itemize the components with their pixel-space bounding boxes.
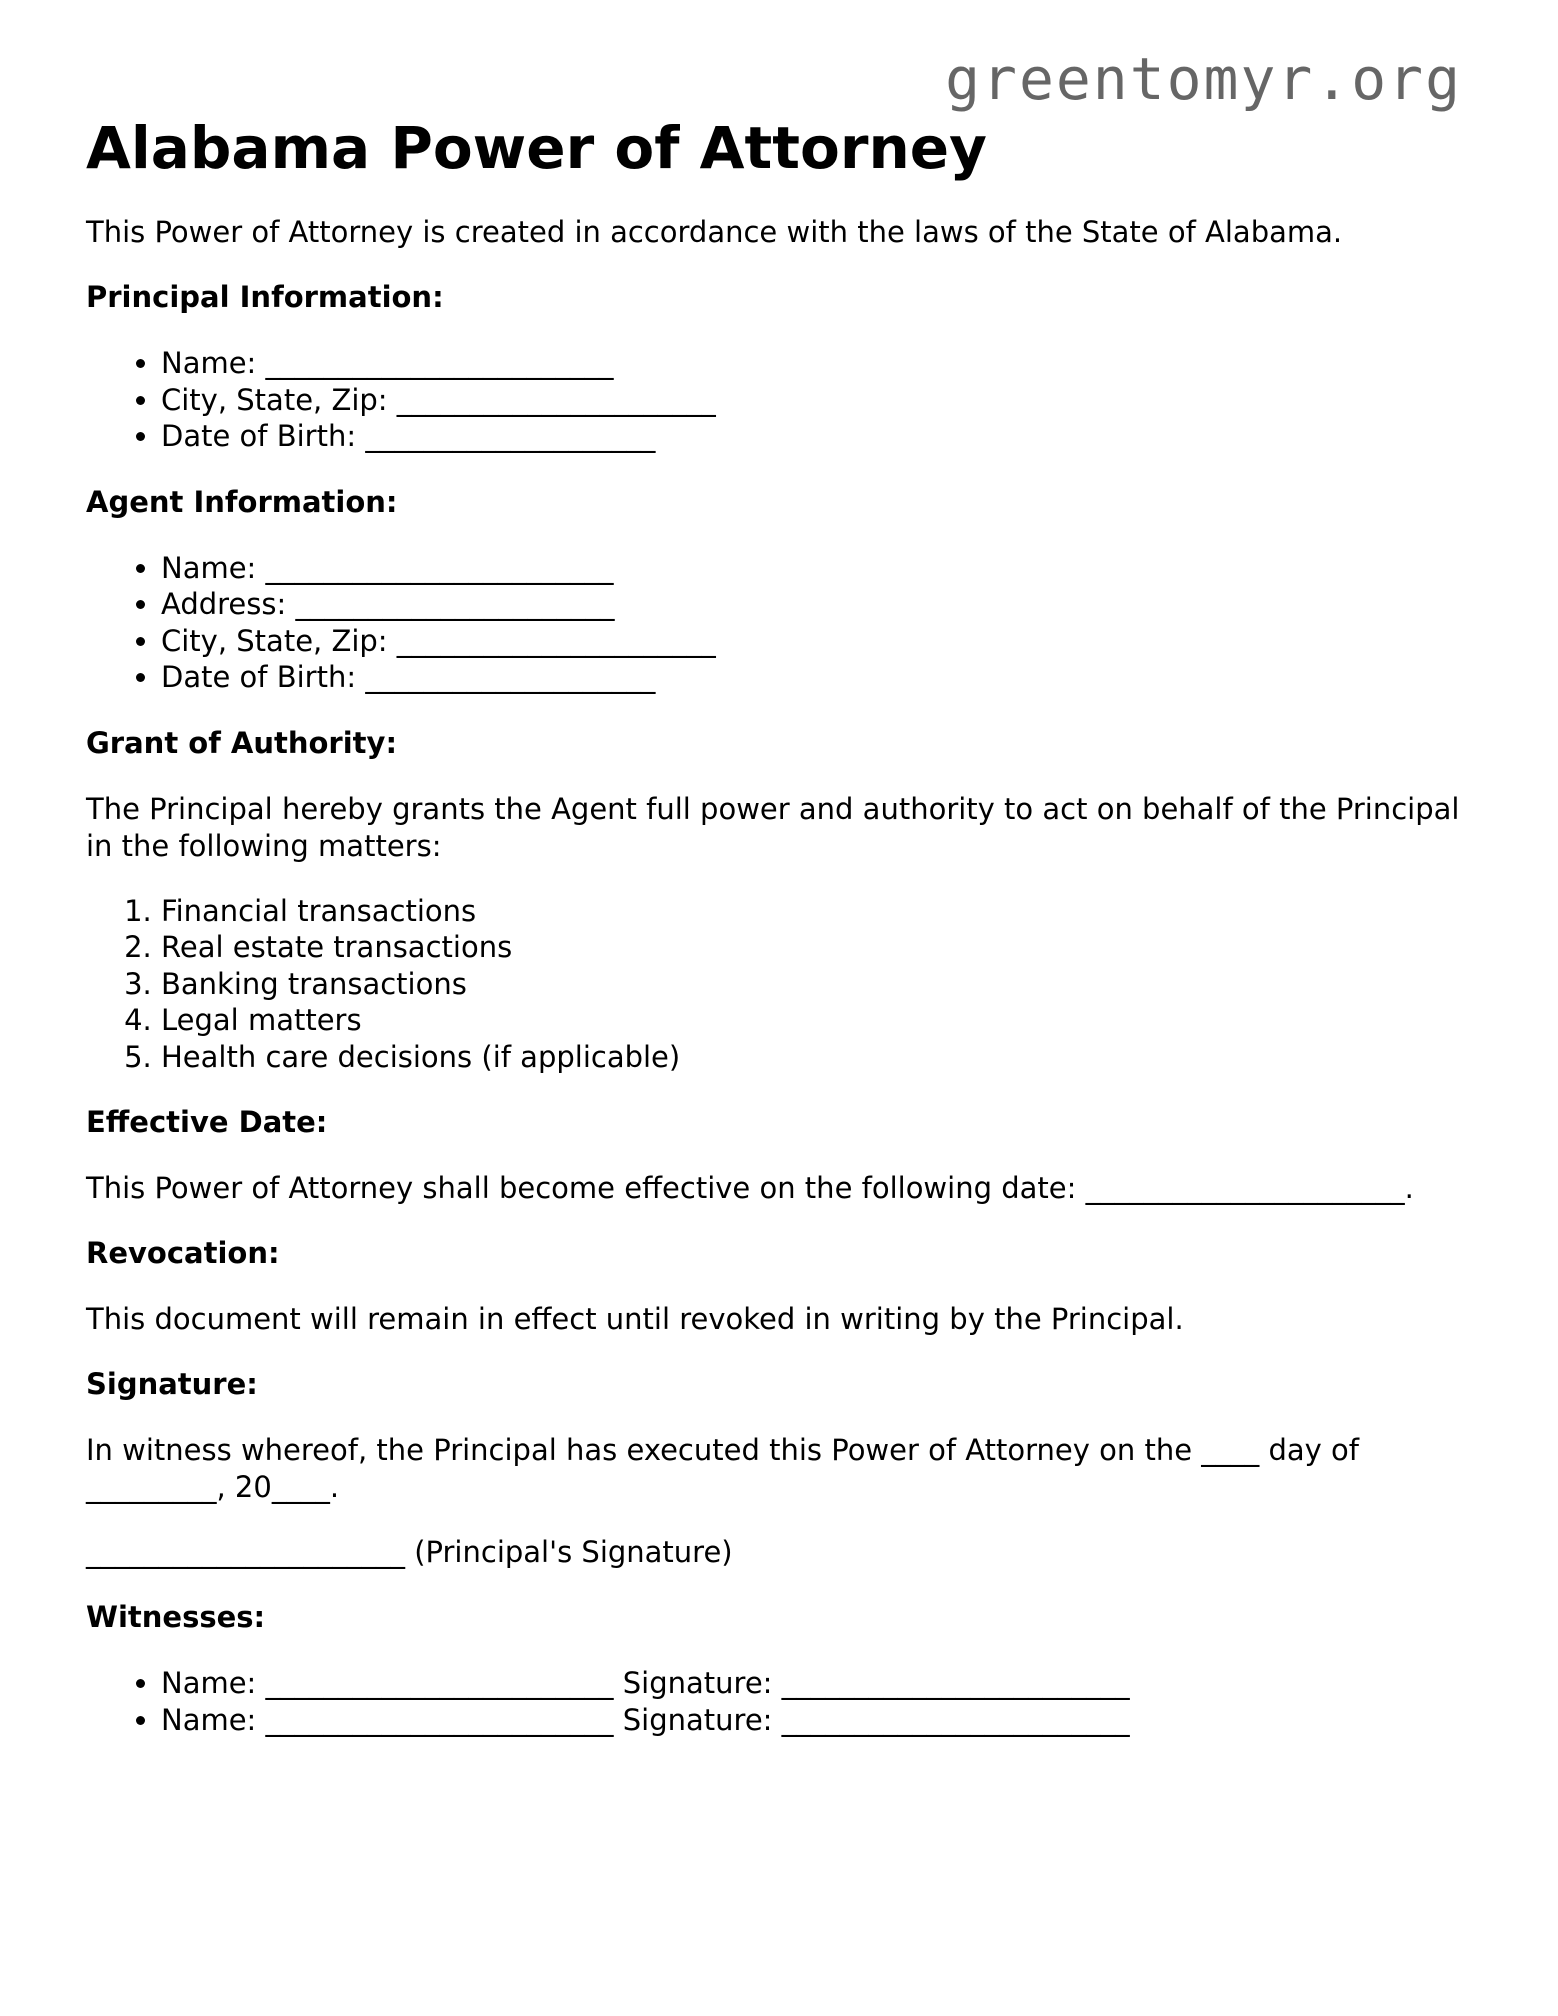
witness-line: • Name: ________________________ Signature: ________________________ <box>161 1665 1476 1702</box>
grant-item-legal: 4. Legal matters <box>161 1002 1476 1039</box>
grant-matters-list <box>86 893 1476 1076</box>
agent-city-field: • City, State, Zip: ______________________ <box>161 623 1476 660</box>
principal-city-field: • City, State, Zip: ______________________ <box>161 382 1476 419</box>
effective-date-heading: Effective Date: <box>86 1105 328 1139</box>
witness-line: • Name: ________________________ Signature: ________________________ <box>161 1702 1476 1739</box>
grant-item-real-estate: 2. Real estate transactions <box>161 929 1476 966</box>
signature-paragraph: In witness whereof, the Principal has executed this Power of Attorney on the ____ day of _________, 20____. <box>86 1433 1360 1504</box>
grant-heading: Grant of Authority: <box>86 725 398 760</box>
document-title: Alabama Power of Attorney <box>86 114 987 182</box>
principal-fields-list <box>86 345 1476 455</box>
principal-signature-line: ______________________ (Principal's Signature) <box>86 1535 733 1569</box>
agent-address-field: • Address: ______________________ <box>161 586 1476 623</box>
principal-dob-field: • Date of Birth: ____________________ <box>161 418 1476 455</box>
agent-fields-list <box>86 550 1476 696</box>
principal-name-field: • Name: ________________________ <box>161 345 1476 382</box>
agent-name-field: • Name: ________________________ <box>161 550 1476 587</box>
witnesses-heading: Witnesses: <box>86 1600 266 1634</box>
grant-item-banking: 3. Banking transactions <box>161 966 1476 1003</box>
witnesses-list <box>86 1665 1476 1738</box>
agent-heading: Agent Information: <box>86 484 398 519</box>
revocation-heading: Revocation: <box>86 1236 280 1270</box>
principal-heading: Principal Information: <box>86 280 444 314</box>
agent-dob-field: • Date of Birth: ____________________ <box>161 659 1476 696</box>
grant-paragraph: The Principal hereby grants the Agent full power and authority to act on behalf of the Principal in the following matters: <box>86 791 1460 863</box>
intro-paragraph: This Power of Attorney is created in accordance with the laws of the State of Alabama. <box>86 215 1343 249</box>
effective-date-paragraph: This Power of Attorney shall become effective on the following date: ______________________. <box>86 1171 1414 1205</box>
revocation-paragraph: This document will remain in effect until revoked in writing by the Principal. <box>86 1302 1184 1336</box>
signature-heading: Signature: <box>86 1367 258 1401</box>
document-page <box>86 108 1476 1767</box>
watermark-text: greentomyr.org <box>945 45 1462 113</box>
grant-item-health-care: 5. Health care decisions (if applicable) <box>161 1039 1476 1076</box>
grant-item-financial: 1. Financial transactions <box>161 893 1476 930</box>
